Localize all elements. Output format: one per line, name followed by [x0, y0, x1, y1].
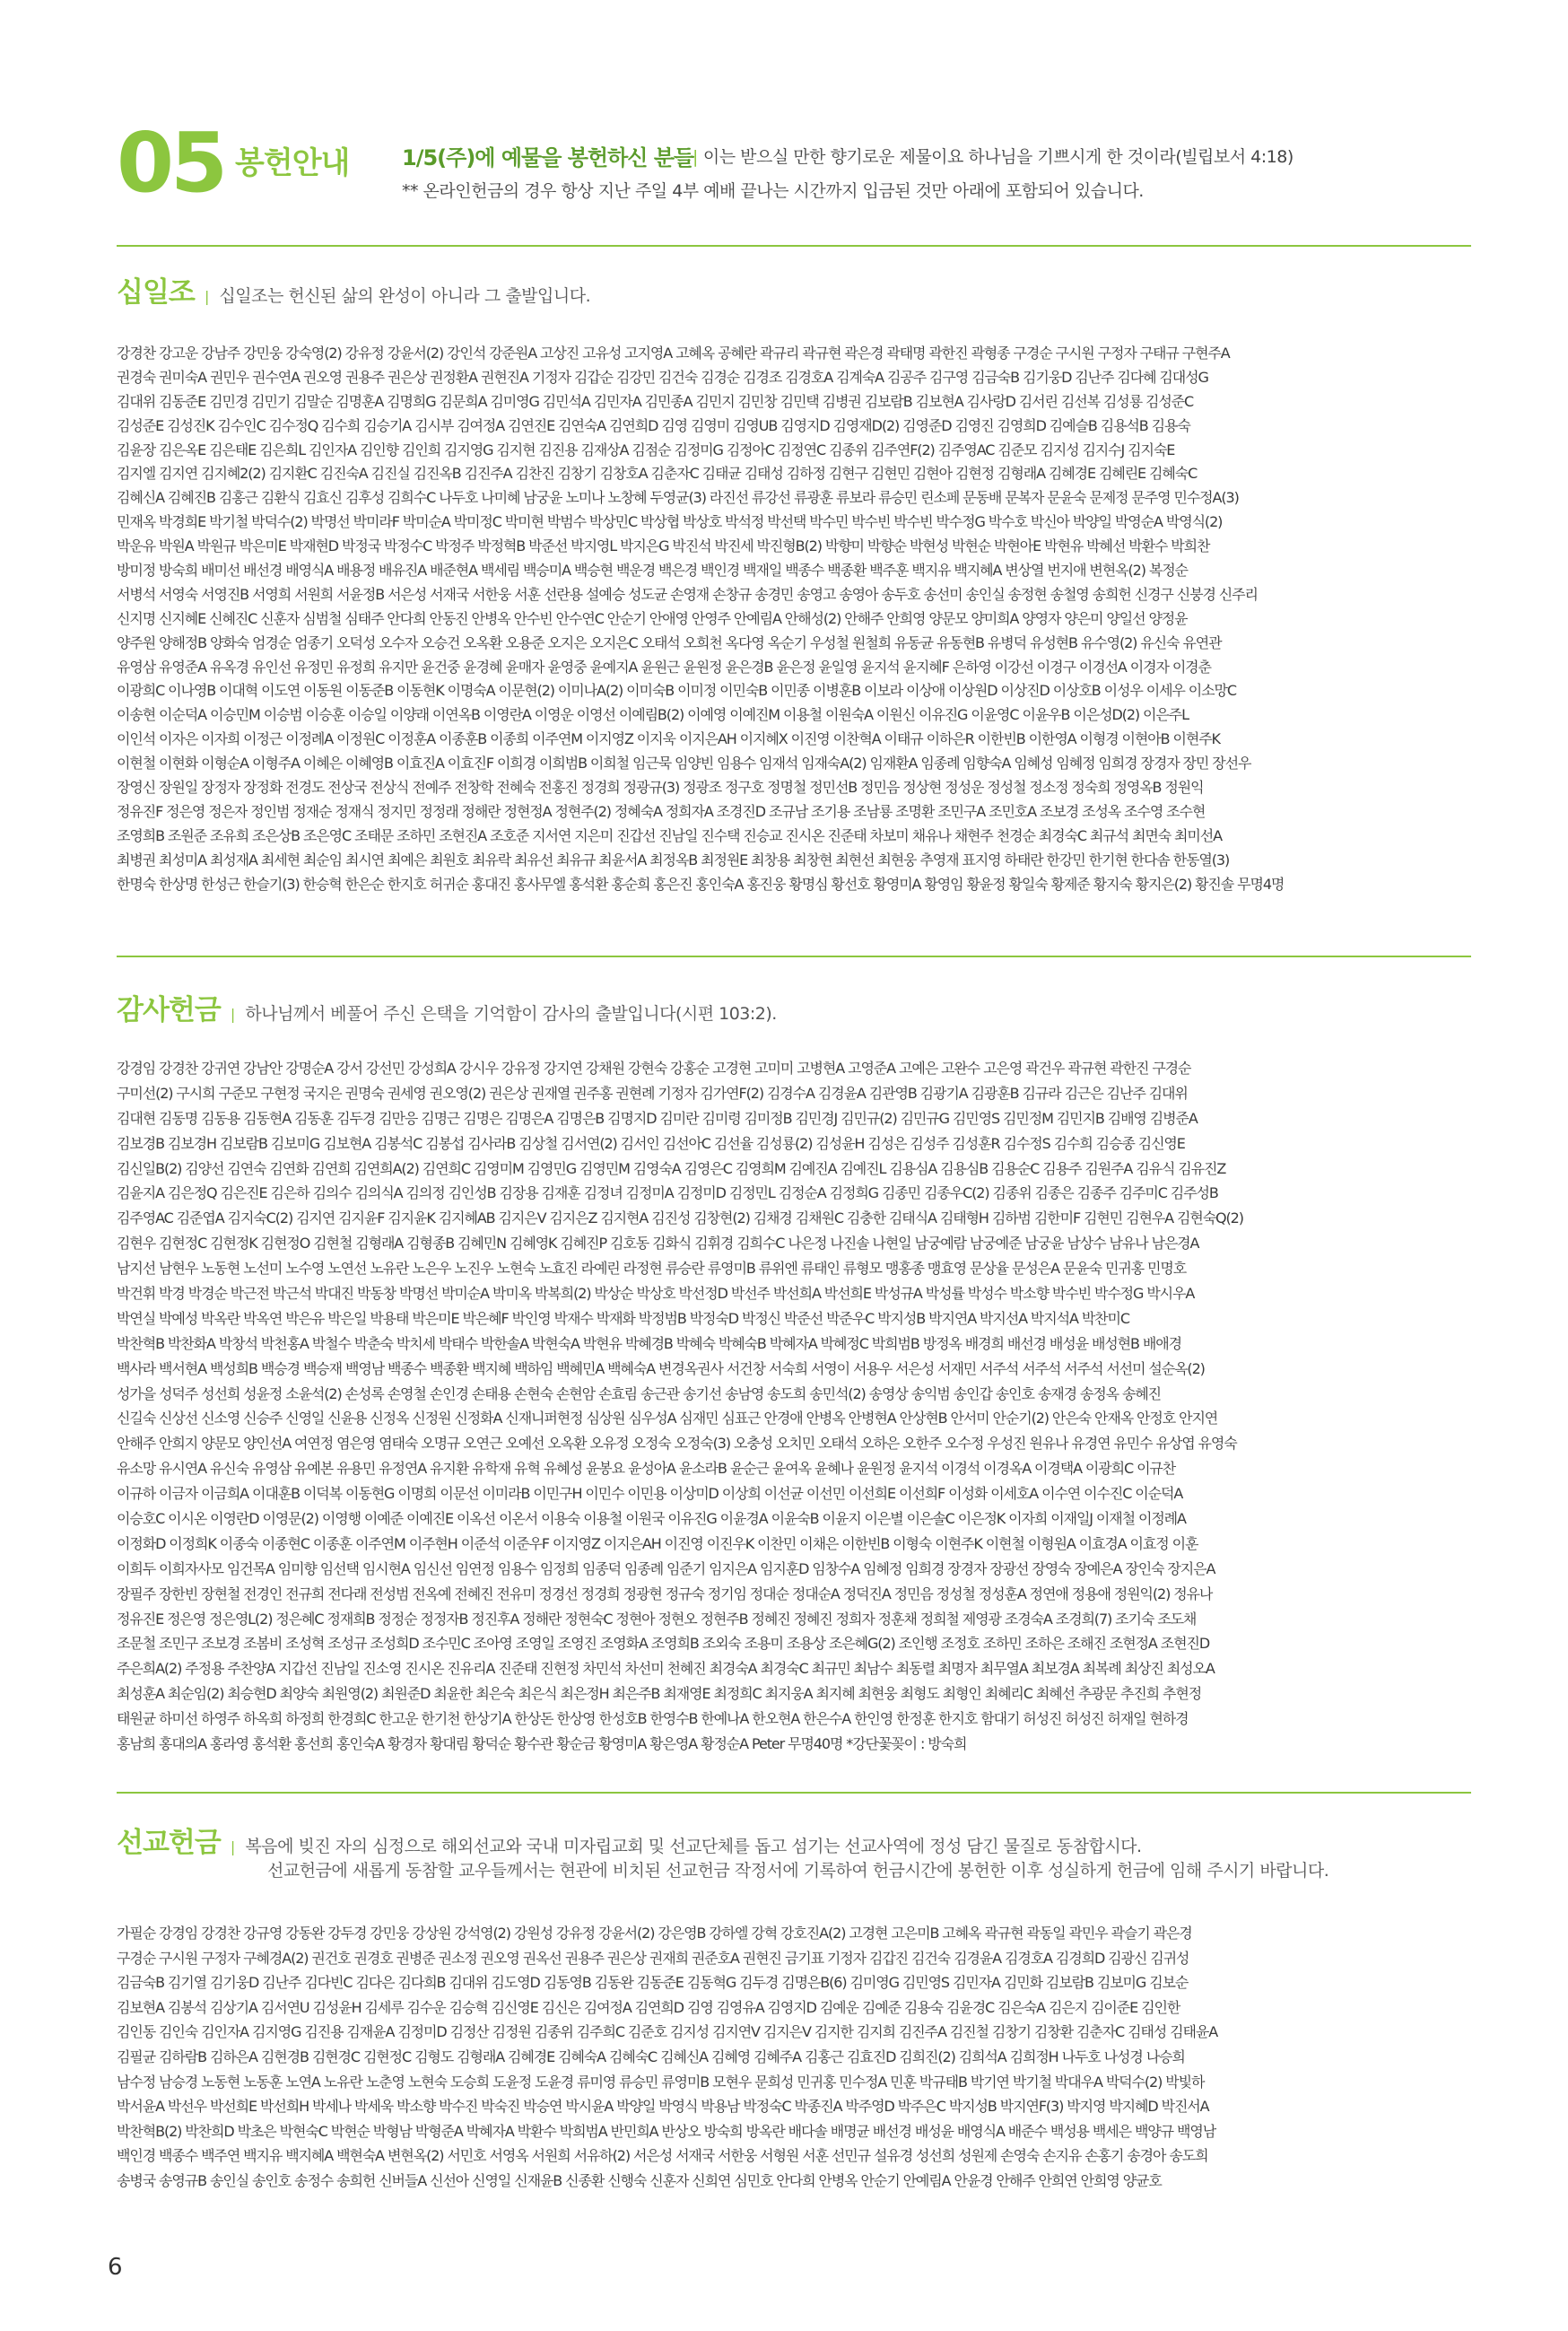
section-number: 05: [117, 115, 225, 211]
mission-heading: [117, 1820, 1142, 1860]
name-line: 김윤장 김은옥E 김은태E 김은희L 김인자A 김인향 김인희 김지영G 김지현 김진용 김재상A 김점순 김정미G 김정아C 김정연C 김종위 김주연F(2) 김주영AC 김준모 김지성 김지수J 김지숙E: [117, 441, 1175, 458]
name-line: 김대현 김동명 김동용 김동현A 김동훈 김두경 김만응 김명근 김명은 김명은A 김명은B 김명지D 김미란 김미령 김미정B 김민경J 김민규(2) 김민규G 김민영S 김민정M 김민지B 김배영 김병준A: [117, 1109, 1198, 1127]
name-line: 민재옥 박경희E 박기철 박덕수(2) 박명선 박미라F 박미순A 박미정C 박미현 박범수 박상민C 박상협 박상호 박석정 박선택 박수민 박수빈 박수빈 박수정G 박수호 박신아 박양일 박영순A 박영식(2): [117, 513, 1223, 531]
tithe-label: 십일조: [117, 276, 195, 309]
name-line: 강경찬 강고운 강남주 강민웅 강숙영(2) 강유정 강윤서(2) 강인석 강준원A 고상진 고유성 고지영A 고혜옥 공혜란 곽규리 곽규현 곽은경 곽태명 곽한진 곽형종 구경순 구시원 구정자 구태규 구현주A: [117, 345, 1230, 362]
mission-label: 선교헌금: [117, 1827, 221, 1859]
name-line: 이규하 이금자 이금희A 이대훈B 이덕복 이동현G 이명희 이문선 이미라B 이민구H 이민수 이민용 이상미D 이상희 이선균 이선민 이선희E 이선희F 이성화 이세호A 이수연 이수진C 이순덕A: [117, 1485, 1183, 1503]
name-line: 이송현 이순덕A 이승민M 이승범 이승훈 이승일 이양래 이연옥B 이영란A 이영운 이영선 이예림B(2) 이예영 이예진M 이용철 이원숙A 이원신 이유진G 이윤영C 이윤우B 이은성D(2) 이은주L: [117, 706, 1189, 724]
tithe-heading: [117, 269, 590, 310]
name-line: 김보경B 김보경H 김보람B 김보미G 김보현A 김봉석C 김봉섭 김사라B 김상철 김서연(2) 김서인 김선아C 김선율 김성룡(2) 김성윤H 김성은 김성주 김성훈R 김수정S 김수희 김승종 김신영E: [117, 1134, 1185, 1152]
divider: [117, 956, 1471, 957]
name-line: 정유진F 정은영 정은자 정인범 정재순 정재식 정지민 정정래 정해란 정현정A 정현주(2) 정혜숙A 정희자A 조경진D 조규남 조기용 조남룡 조명환 조민구A 조민호A 조보경 조성옥 조수영 조수현: [117, 802, 1206, 820]
scripture-text: 이는 받으실 만한 향기로운 제물이요 하나님을 기쁘시게 한 것이라(빌립보서 4:18): [702, 147, 1294, 167]
name-line: 김금숙B 김기열 김기웅D 김난주 김다빈C 김다은 김다희B 김대위 김도영D 김동영B 김동완 김동준E 김동혁G 김두경 김명은B(6) 김미영G 김민영S 김민자A 김민화 김보람B 김보미G 김보순: [117, 1974, 1189, 1992]
name-line: 장필주 장한빈 장현철 전경인 전규희 전다래 전성범 전옥예 전혜진 전유미 정경선 정경희 정광현 정규숙 정기임 정대순 정대순A 정덕진A 정민음 정성철 정성훈A 정연애 정용애 정원익(2) 정유나: [117, 1585, 1213, 1602]
name-line: 최성훈A 최순임(2) 최승현D 최양숙 최원영(2) 최원준D 최윤한 최은숙 최은식 최은정H 최은주B 최재영E 최정희C 최지웅A 최지혜 최현웅 최형도 최형인 최혜리C 최혜선 추광문 추진희 추현정: [117, 1685, 1202, 1703]
thanksgiving-name-list: [117, 1056, 1471, 1757]
name-line: 박운유 박원A 박원규 박은미E 박재현D 박정국 박정수C 박정주 박정혁B 박준선 박지영L 박지은G 박진석 박진세 박진형B(2) 박향미 박향순 박현성 박현순 박현아E 박현유 박혜선 박환수 박희찬: [117, 537, 1210, 555]
scripture-quote: [687, 144, 1294, 168]
name-line: 이현철 이현화 이형순A 이형주A 이혜은 이혜영B 이효진A 이효진F 이희경 이희범B 이희철 임근묵 임양빈 임용수 임재석 임재숙A(2) 임재환A 임종례 임향숙A 임혜성 임혜정 임희경 장경자 장민 장선우: [117, 755, 1251, 773]
separator: |: [204, 288, 210, 305]
name-line: 김신일B(2) 김양선 김연숙 김연화 김연희 김연희A(2) 김연희C 김영미M 김영민G 김영민M 김영숙A 김영은C 김영희M 김예진A 김예진L 김용심A 김용심B 김용순C 김용주 김원주A 김유식 김유진Z: [117, 1159, 1226, 1177]
online-offering-note: ** 온라인헌금의 경우 항상 지난 주일 4부 예배 끝나는 시간까지 입금된 것만 아래에 포함되어 있습니다.: [402, 181, 1144, 201]
tithe-description: 십일조는 헌신된 삶의 완성이 아니라 그 출발입니다.: [219, 286, 591, 306]
name-line: 유소망 유시연A 유신숙 유영삼 유예본 유용민 유정연A 유지환 유학재 유혁 유혜성 윤봉요 윤성아A 윤소라B 윤순근 윤여옥 윤혜나 윤원정 윤지석 이경석 이경옥A 이경택A 이광희C 이규찬: [117, 1460, 1176, 1478]
name-line: 조문철 조민구 조보경 조봄비 조성혁 조성규 조성희D 조수민C 조아영 조영일 조영진 조영화A 조영희B 조외숙 조용미 조용상 조은혜G(2) 조인행 조정호 조하민 조하은 조해진 조현정A 조현진D: [117, 1635, 1210, 1653]
name-line: 이희두 이희자사모 임건목A 임미향 임선택 임시현A 임신선 임연정 임용수 임정희 임종덕 임종례 임준기 임지은A 임지훈D 임창수A 임혜정 임희경 장경자 장광선 장영숙 장예은A 장인숙 장지은A: [117, 1559, 1215, 1577]
name-line: 신지명 신지혜E 신혜진C 신훈자 심범철 심태주 안다희 안동진 안병옥 안수빈 안수연C 안순기 안애영 안영주 안예림A 안해성(2) 안해주 안희영 양문모 양미희A 양영자 양은미 양일선 양정윤: [117, 609, 1188, 627]
name-line: 안해주 안희지 양문모 양인선A 여연정 염은영 염태숙 오명규 오연근 오예선 오옥환 오유정 오정숙 오정숙(3) 오충성 오치민 오태석 오하은 오한주 오수정 우성진 원유나 유경연 유민수 유상엽 유영숙: [117, 1435, 1237, 1453]
name-line: 김혜신A 김혜진B 김홍근 김환식 김효신 김후성 김희수C 나두호 나미혜 남궁윤 노미나 노창혜 두영균(3) 라진선 류강선 류광훈 류보라 류승민 린소페 문동배 문복자 문윤숙 문제정 문주영 민수정A(3): [117, 489, 1239, 507]
page-number: 6: [108, 2254, 123, 2281]
name-line: 유영삼 유영준A 유옥경 유인선 유정민 유정희 유지만 윤건중 윤경혜 윤매자 윤영중 윤예지A 윤원근 윤원정 윤은경B 윤은정 윤일영 윤지석 윤지혜F 은하영 이강선 이경구 이경선A 이경자 이경춘: [117, 658, 1211, 676]
name-line: 박찬혁B(2) 박찬희D 박초은 박현숙C 박현순 박형남 박형준A 박혜자A 박환수 박희범A 반민희A 반상오 방숙희 방옥란 배다솔 배명균 배선경 배성윤 배영식A 배준수 백성용 백세은 백양규 백영남: [117, 2122, 1216, 2140]
name-line: 이정화D 이정희K 이종숙 이종현C 이종훈 이주연M 이주현H 이준석 이준우F 이지영Z 이지은AH 이진영 이진우K 이찬민 이채은 이한빈B 이형숙 이현주K 이현철 이형원A 이효경A 이효정 이훈: [117, 1534, 1198, 1552]
offering-date-title: 1/5(주)에 예물을 봉헌하신 분들: [402, 145, 694, 170]
name-line: 이승호C 이시온 이영란D 이영문(2) 이영행 이예준 이예진E 이옥선 이온서 이용숙 이용철 이원국 이유진G 이윤경A 이윤숙B 이윤지 이은별 이은솔C 이은정K 이자희 이재일J 이재철 이정례A: [117, 1510, 1186, 1528]
name-line: 박연실 박예성 박옥란 박옥연 박은유 박은일 박용태 박은미E 박은혜F 박인영 박재수 박재화 박정범B 박정숙D 박정신 박준선 박준우C 박지성B 박지연A 박지선A 박지석A 박찬미C: [117, 1309, 1129, 1327]
tithe-name-list: [117, 342, 1471, 896]
thanksgiving-heading: [117, 987, 777, 1027]
separator: |: [230, 1838, 236, 1855]
name-line: 박찬혁B 박찬화A 박창석 박천홍A 박철수 박춘숙 박치세 박태수 박한솔A 박현숙A 박현유 박혜경B 박혜숙 박혜숙B 박혜자A 박혜정C 박희범B 방정옥 배경희 배선경 배성윤 배성현B 배애경: [117, 1334, 1181, 1352]
thanksgiving-label: 감사헌금: [117, 994, 221, 1026]
mission-name-list: [117, 1921, 1471, 2194]
name-line: 박건휘 박경 박경순 박근전 박근석 박대진 박동창 박명선 박미순A 박미옥 박복희(2) 박상순 박상호 박선정D 박선주 박선희A 박선희E 박성규A 박성률 박성수 박소향 박수빈 박수정G 박시우A: [117, 1285, 1195, 1303]
name-line: 조영희B 조원준 조유희 조은상B 조은영C 조태문 조하민 조현진A 조호준 지서연 지은미 진갑선 진남일 진수택 진승교 진시온 진준태 차보미 채유나 채현주 천경순 최경숙C 최규석 최면숙 최미선A: [117, 826, 1222, 844]
name-line: 홍남희 홍대의A 홍라영 홍석환 홍선희 홍인숙A 황경자 황대림 황덕순 황수관 황순금 황영미A 황은영A 황정순A Peter 무명40명 *강단꽃꽂이 : 방숙희: [117, 1735, 967, 1753]
name-line: 한명숙 한상명 한성근 한슬기(3) 한승혁 한은순 한지호 허귀순 홍대진 홍사무엘 홍석환 홍순희 홍은진 홍인숙A 홍진웅 황명심 황선호 황영미A 황영임 황윤정 황일숙 황제준 황지숙 황지은(2) 황진솔 무명4명: [117, 875, 1285, 893]
name-line: 가필순 강경임 강경찬 강규영 강동완 강두경 강민웅 강상원 강석영(2) 강원성 강유정 강윤서(2) 강은영B 강하엘 강혁 강호진A(2) 고경현 고은미B 고혜옥 곽규현 곽동일 곽민우 곽슬기 곽은경: [117, 1925, 1192, 1942]
mission-description-2: 선교헌금에 새롭게 동참할 교우들께서는 현관에 비치된 선교헌금 작정서에 기록하여 헌금시간에 봉헌한 이후 성실하게 헌금에 임해 주시기 바랍니다.: [267, 1861, 1329, 1881]
name-line: 장영신 장원일 장정자 장정화 전경도 전상국 전상식 전예주 전창학 전혜숙 전홍진 정경희 정광규(3) 정광조 정구호 정명철 정민선B 정민음 정상현 정성운 정성철 정소정 정숙희 정영옥B 정원익: [117, 779, 1204, 797]
name-line: 권경숙 권미숙A 권민우 권수연A 권오영 권용주 권은상 권정환A 권현진A 기정자 김갑순 김강민 김건숙 김경순 김경조 김경호A 김계숙A 김공주 김구영 김금숙B 김기웅D 김난주 김다혜 김대성G: [117, 368, 1208, 386]
name-line: 이광희C 이나영B 이대혁 이도연 이동원 이동준B 이동현K 이명숙A 이문현(2) 이미나A(2) 이미숙B 이미정 이민숙B 이민종 이병훈B 이보라 이상애 이상원D 이상진D 이상호B 이성우 이세우 이소망C: [117, 682, 1236, 700]
name-line: 김지엘 김지연 김지혜2(2) 김지환C 김진숙A 김진실 김진옥B 김진주A 김찬진 김창기 김창호A 김춘자C 김태균 김태성 김하정 김현구 김현민 김현아 김현정 김형래A 김혜경E 김혜린E 김혜숙C: [117, 465, 1198, 483]
name-line: 양주원 양해정B 양화숙 엄경순 엄종기 오덕성 오수자 오승건 오옥환 오용준 오지은 오지은C 오태석 오희천 옥다영 옥순기 우성철 원철희 유동균 유동현B 유병덕 유성현B 유수영(2) 유신숙 유연관: [117, 633, 1222, 651]
name-line: 김성준E 김성진K 김수인C 김수정Q 김수희 김승기A 김시부 김여정A 김연진E 김연숙A 김연희D 김영 김영미 김영UB 김영지D 김영재D(2) 김영준D 김영진 김영희D 김예슬B 김용석B 김용숙: [117, 416, 1190, 434]
separator: |: [230, 1006, 236, 1023]
name-line: 성가을 성덕주 성선희 성윤정 소윤석(2) 손성록 손영철 손인경 손태용 손현숙 손현암 손효림 송근관 송기선 송남영 송도희 송민석(2) 송영상 송익범 송인갑 송인호 송재경 송정옥 송혜진: [117, 1384, 1162, 1402]
name-line: 태원균 하미선 하영주 하옥희 하정희 한경희C 한고운 한기천 한상기A 한상돈 한상영 한성호B 한영수B 한예나A 한오현A 한은수A 한인영 한정훈 한지호 함대기 허성진 허성진 허재일 현하경: [117, 1710, 1189, 1728]
name-line: 최병권 최성미A 최성재A 최세현 최순임 최시연 최예은 최원호 최유락 최유선 최유규 최윤서A 최정옥B 최정원E 최창용 최창현 최현선 최현웅 추영재 표지영 하태란 한강민 한기현 한다솜 한동열(3): [117, 851, 1230, 869]
name-line: 주은희A(2) 주정용 주찬양A 지갑선 진남일 진소영 진시온 진유리A 진준태 진현정 차민석 차선미 천혜진 최경숙A 최경숙C 최규민 최남수 최동렬 최명자 최무열A 최보경A 최복례 최상진 최성오A: [117, 1660, 1215, 1678]
name-line: 김필균 김하람B 김하은A 김현경B 김현경C 김현정C 김형도 김형래A 김혜경E 김혜숙A 김혜숙C 김혜신A 김혜영 김혜주A 김홍근 김효진D 김희진(2) 김희석A 김희정H 나두호 나성경 나승희: [117, 2047, 1185, 2065]
name-line: 구경순 구시원 구정자 구혜경A(2) 권건호 권경호 권병준 권소정 권오영 권옥선 권용주 권은상 권재희 권준호A 권현진 금기표 기정자 김갑진 김건숙 김경윤A 김경호A 김경희D 김광신 김귀성: [117, 1949, 1189, 1967]
name-line: 신길숙 신상선 신소영 신승주 신영일 신윤용 신정옥 신정원 신정화A 신재니퍼현정 심상원 심우성A 심재민 심표근 안경애 안병옥 안병현A 안상현B 안서미 안순기(2) 안은숙 안재옥 안정호 안지연: [117, 1410, 1218, 1427]
section-header: [117, 115, 1471, 211]
divider: [117, 1792, 1471, 1794]
name-line: 김인동 김인숙 김인자A 김지영G 김진용 김재윤A 김정미D 김정산 김정원 김종위 김주희C 김준호 김지성 김지연V 김지은V 김지한 김지희 김진주A 김진철 김창기 김창환 김춘자C 김태성 김태윤A: [117, 2023, 1218, 2041]
mission-description: 복음에 빚진 자의 심정으로 해외선교와 국내 미자립교회 및 선교단체를 돕고 섬기는 선교사역에 정성 담긴 물질로 동참합시다.: [245, 1837, 1142, 1856]
name-line: 김윤지A 김은정Q 김은진E 김은하 김의수 김의식A 김의정 김인성B 김장용 김재훈 김정녀 김정미A 김정미D 김정민L 김정순A 김정희G 김종민 김종우C(2) 김종위 김종은 김종주 김주미C 김주성B: [117, 1184, 1218, 1202]
divider: [117, 245, 1471, 247]
name-line: 김보현A 김봉석 김상기A 김서연U 김성윤H 김세루 김수운 김승혁 김신영E 김신은 김여정A 김연희D 김영 김영유A 김영지D 김예운 김예준 김용숙 김윤경C 김은숙A 김은지 김이준E 김인한: [117, 1998, 1180, 2016]
name-line: 남수정 남승경 노동현 노동훈 노연A 노유란 노춘영 노현숙 도승희 도윤정 도윤경 류미영 류승민 류영미B 모현우 문희성 민귀홍 민수정A 민훈 박규태B 박기연 박기철 박대우A 박덕수(2) 박빛하: [117, 2073, 1205, 2091]
name-line: 백사라 백서현A 백성희B 백승경 백승재 백영남 백종수 백종환 백지혜 백하임 백혜민A 백혜숙A 변경옥권사 서건창 서숙희 서영이 서용우 서은성 서재민 서주석 서주석 서주석 서선미 설순옥(2): [117, 1359, 1205, 1377]
section-title: 봉헌안내: [235, 145, 350, 181]
separator: |: [693, 147, 698, 167]
name-line: 김현우 김현정C 김현정K 김현정O 김현철 김형래A 김형종B 김혜민N 김혜영K 김혜진P 김호동 김화식 김휘경 김희수C 나은정 나진솔 나현일 남궁예람 남궁예준 남궁윤 남상수 남유나 남은경A: [117, 1235, 1199, 1253]
name-line: 구미선(2) 구시희 구준모 구현정 국지은 권명숙 권세영 권오영(2) 권은상 권재열 권주홍 권현례 기정자 김가연F(2) 김경수A 김경윤A 김관영B 김광기A 김광훈B 김규라 김근은 김난주 김대위: [117, 1084, 1188, 1102]
name-line: 송병국 송영규B 송인실 송인호 송정수 송희헌 신버들A 신선아 신영일 신재윤B 신종환 신행숙 신훈자 신희연 심민호 안다희 안병옥 안순기 안예림A 안윤경 안해주 안희연 안희영 양균호: [117, 2171, 1162, 2189]
name-line: 방미정 방숙희 배미선 배선경 배영식A 배용정 배유진A 배준현A 백세림 백승미A 백승현 백운경 백은경 백인경 백재일 백종수 백종환 백주훈 백지유 백지혜A 변상열 번지애 변현옥(2) 복정순: [117, 562, 1188, 580]
name-line: 박서윤A 박선우 박선희E 박선희H 박세나 박세욱 박소향 박수진 박숙진 박승연 박시윤A 박양일 박영식 박용남 박정숙C 박종진A 박주영D 박주은C 박지성B 박지연F(3) 박지영 박지혜D 박진서A: [117, 2098, 1209, 2116]
name-line: 남지선 남현우 노동현 노선미 노수영 노연선 노유란 노은우 노진우 노현숙 노효진 라예린 라정현 류승란 류영미B 류위엔 류태인 류형모 맹홍종 맹효영 문상율 문성은A 문윤숙 민귀홍 민명호: [117, 1260, 1187, 1278]
name-line: 서병석 서영숙 서영진B 서영희 서원희 서윤정B 서은성 서재국 서한웅 서훈 선란용 설예승 성도균 손영재 손창규 송경민 송영고 송영아 송두호 송선미 송인실 송정현 송철영 송희헌 신경구 신붕경 신주리: [117, 585, 1258, 603]
name-line: 김주영AC 김준엽A 김지숙C(2) 김지연 김지윤F 김지윤K 김지혜AB 김지은V 김지은Z 김지현A 김진성 김창현(2) 김채경 김채원C 김충한 김태식A 김태형H 김하범 김한미F 김현민 김현우A 김현숙Q(2): [117, 1209, 1243, 1227]
name-line: 이인석 이자은 이자희 이정근 이정례A 이정원C 이정훈A 이종훈B 이종희 이주연M 이지영Z 이지욱 이지은AH 이지혜X 이진영 이찬혁A 이태규 이하은R 이한빈B 이한영A 이형경 이현아B 이현주K: [117, 730, 1220, 748]
name-line: 백인경 백종수 백주연 백지유 백지혜A 백현숙A 변현옥(2) 서민호 서영옥 서원희 서유하(2) 서은성 서재국 서한웅 서형원 서훈 선민규 설유경 성선희 성원제 손영숙 손지유 손홍기 송경아 송도희: [117, 2147, 1208, 2165]
thanksgiving-description: 하나님께서 베풀어 주신 은택을 기억함이 감사의 출발입니다(시편 103:2).: [245, 1004, 777, 1024]
name-line: 정유진E 정은영 정은영L(2) 정은혜C 정재희B 정정순 정정자B 정진후A 정해란 정현숙C 정현아 정현오 정현주B 정혜진 정혜진 정희자 정훈채 정희철 제영광 조경숙A 조경희(7) 조기숙 조도채: [117, 1610, 1197, 1628]
name-line: 김대위 김동준E 김민경 김민기 김말순 김명훈A 김명희G 김문희A 김미영G 김민석A 김민자A 김민종A 김민지 김민창 김민택 김병권 김보람B 김보현A 김사랑D 김서린 김선복 김성룡 김성준C: [117, 392, 1194, 410]
name-line: 강경임 강경찬 강귀연 강남안 강명순A 강서 강선민 강성희A 강시우 강유정 강지연 강채원 강현숙 강홍순 고경현 고미미 고병현A 고영준A 고예은 고완수 고은영 곽건우 곽규현 곽한진 구경순: [117, 1060, 1191, 1077]
